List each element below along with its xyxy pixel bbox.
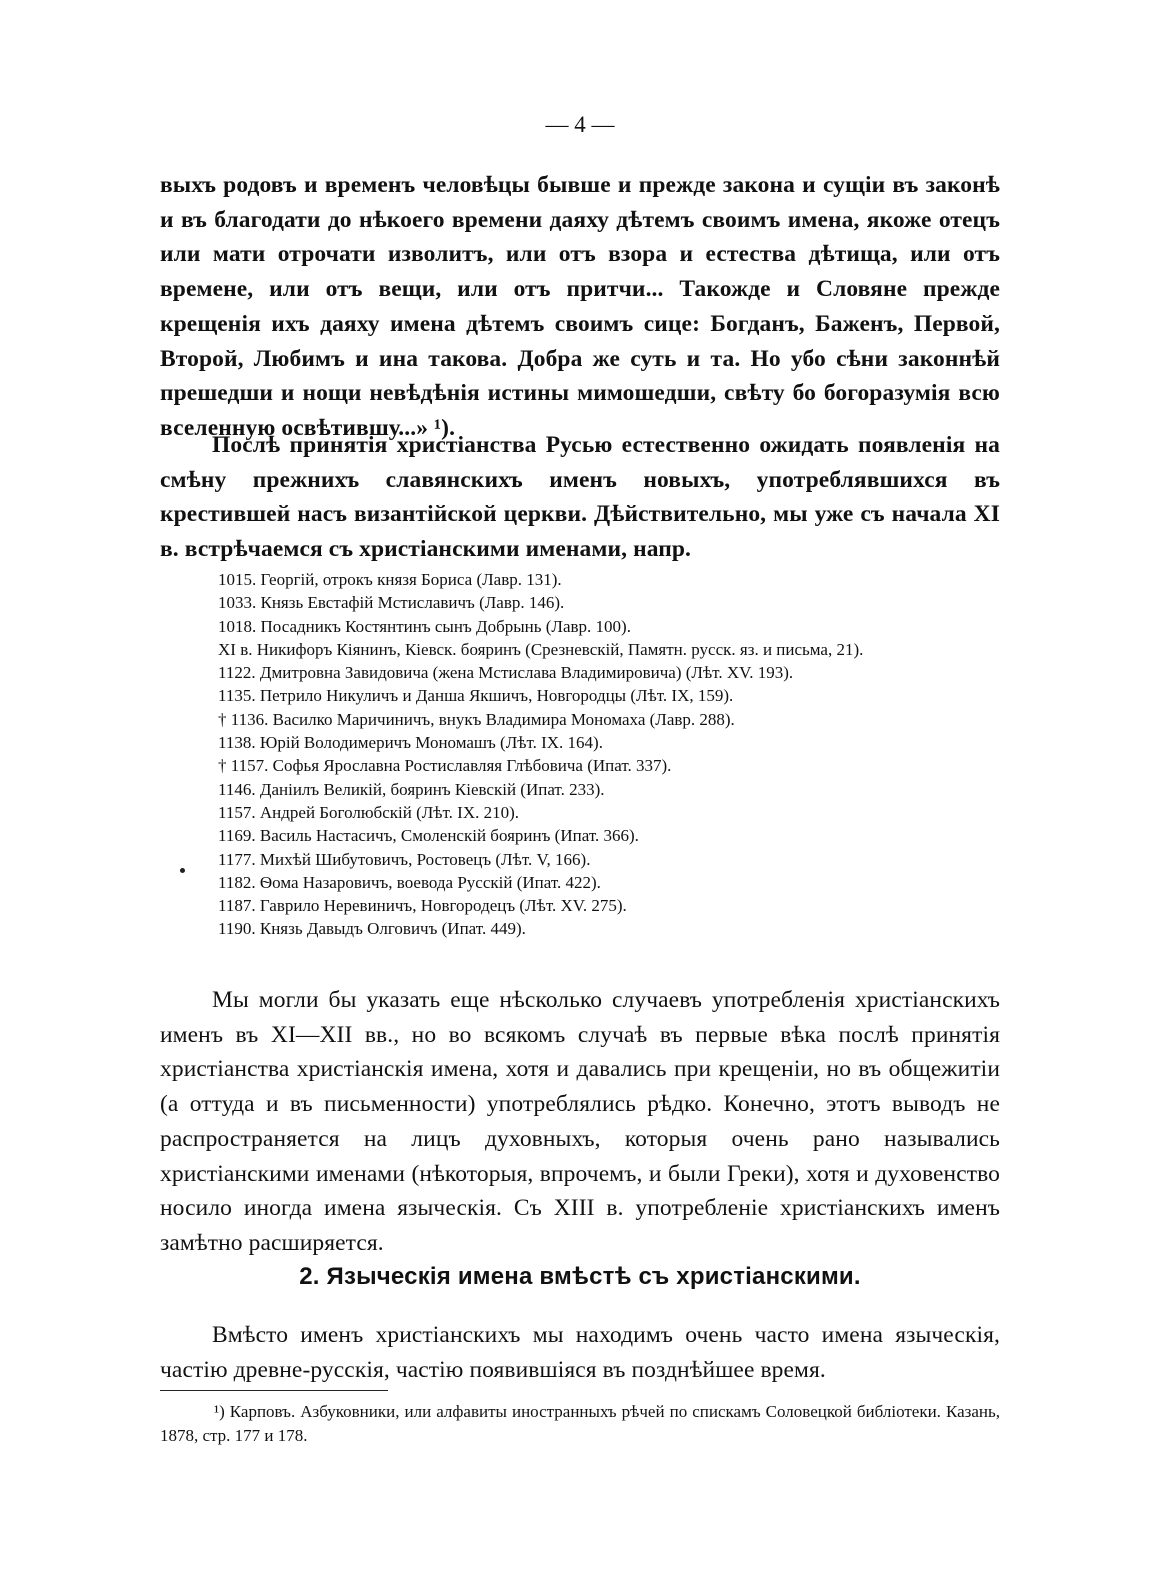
list-item: 1187. Гаврило Неревиничъ, Новгородецъ (Лѣт. XV. 275). [218,896,627,916]
list-item: 1169. Василь Настасичъ, Смоленскій бояринъ (Ипат. 366). [218,826,639,846]
paragraph-pagan-names [160,1318,1000,1387]
scan-speck [180,868,185,873]
paragraph-christian-names [160,428,1000,567]
footnote [160,1400,1000,1448]
paragraph-text: Вмѣсто именъ христіанскихъ мы находимъ очень часто имена языческія, частію древне-русскія, частію появившіяся въ позднѣйшее время. [160,1322,1000,1383]
list-item: XI в. Никифоръ Кіянинъ, Кіевск. бояринъ (Срезневскій, Памятн. русск. яз. и письма, 21). [218,639,864,659]
list-item: † 1157. Софья Ярославна Ростиславляя Глѣбовича (Ипат. 337). [218,756,672,776]
footnote-text: ¹) Карповъ. Азбуковники, или алфавиты иностранныхъ рѣчей по спискамъ Соловецкой библіотеки. Казань, 1878, стр. 177 и 178. [160,1402,1000,1445]
list-item: 1033. Князь Евстафій Мстиславичъ (Лавр. 146). [218,593,565,613]
paragraph-text: Послѣ принятія христіанства Русью естественно ожидать появленія на смѣну прежнихъ славянскихъ именъ новыхъ, употреблявшихся въ крестившей насъ византійской церкви. Дѣйствительно, мы уже съ начала XI в. встрѣчаемся съ христіанскими именами, напр. [160,432,1000,563]
list-item: 1146. Даніилъ Великій, бояринъ Кіевскій (Ипат. 233). [218,779,605,799]
paragraph-text: Мы могли бы указать еще нѣсколько случаевъ употребленія христіанскихъ именъ въ XI—XII вв., но во всякомъ случаѣ въ первые вѣка послѣ принятія христіанства христіанскія имена, хотя и давались при крещеніи, но въ общежитіи (а оттуда и въ письменности) употреблялись рѣдко. Конечно, этотъ выводъ не распространяется на лицъ духовныхъ, которыя очень рано назывались христіанскими именами (нѣкоторыя, впрочемъ, и были Греки), хотя и духовенство носило иногда имена языческія. Съ XIII в. употребленіе христіанскихъ именъ замѣтно расширяется. [160,987,1000,1256]
list-item: 1182. Ѳома Назаровичъ, воевода Русскій (Ипат. 422). [218,872,601,892]
page-number: — 4 — [545,112,615,137]
list-item: 1138. Юрій Володимеричъ Мономашъ (Лѣт. IX. 164). [218,733,603,753]
list-item: 1157. Андрей Боголюбскій (Лѣт. IX. 210). [218,802,520,822]
list-item: † 1136. Василко Маричиничъ, внукъ Владимира Мономаха (Лавр. 288). [218,709,735,729]
list-item: 1190. Князь Давыдъ Олговичъ (Ипат. 449). [218,919,526,939]
list-item: 1135. Петрило Никуличъ и Данша Якшичъ, Новгородцы (Лѣт. IX, 159). [218,686,734,706]
list-item: 1122. Дмитровна Завидовича (жена Мстислава Владимировича) (Лѣт. XV. 193). [218,663,794,683]
list-item: 1177. Михѣй Шибутовичъ, Ростовецъ (Лѣт. V, 166). [218,849,591,869]
document-page [160,0,1000,1588]
list-item: 1018. Посадникъ Костянтинъ сынъ Добрынь (Лавр. 100). [218,616,631,636]
footnote-rule [160,1390,388,1391]
section-heading: 2. Языческія имена вмѣстѣ съ христіанскими. [299,1263,861,1290]
paragraph-continued-quote: выхъ родовъ и временъ человѣцы бывше и прежде закона и сущіи въ законѣ и въ благодати до нѣкоего времени даяху дѣтемъ своимъ имена, якоже отецъ или мати отрочати изволитъ, или отъ взора и естества дѣтища, или отъ времене, или отъ вещи, или отъ притчи... Такожде и Словяне прежде крещенія ихъ даяху имена дѣтемъ своимъ сице: Богданъ, Баженъ, Первой, Второй, Любимъ и ина такова. Добра же суть и та. Но убо сѣни законнѣй прешедши и нощи невѣдѣнія истины мимошедши, свѣту бо богоразумія всю вселенную освѣтившу...» ¹). [160,172,1000,441]
names-list [160,568,1000,941]
list-item: 1015. Георгій, отрокъ князя Бориса (Лавр. 131). [218,570,562,589]
paragraph-usage [160,983,1000,1261]
